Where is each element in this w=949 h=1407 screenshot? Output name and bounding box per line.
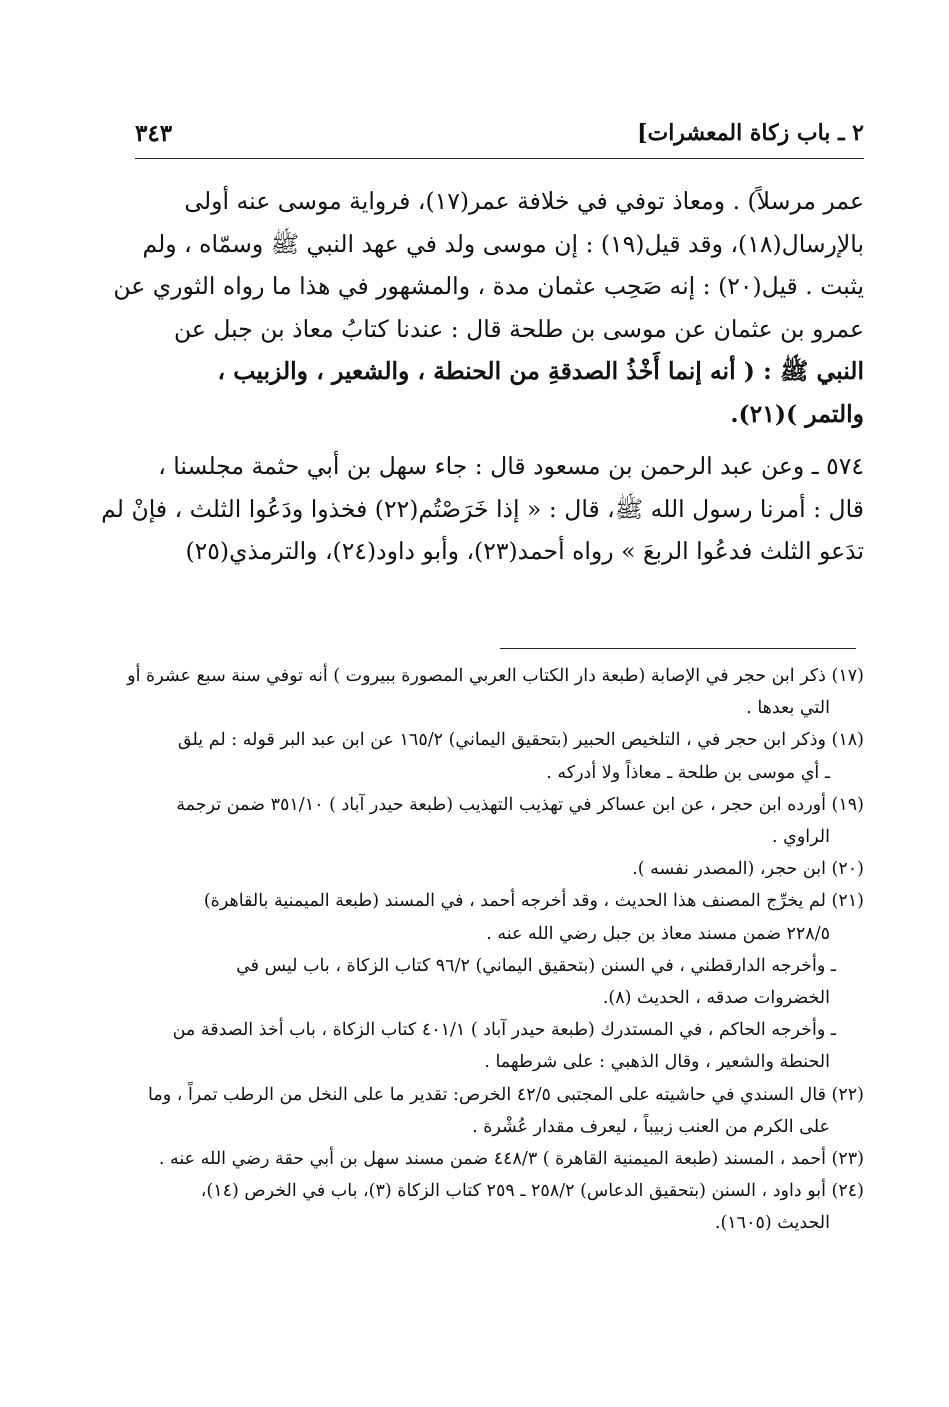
main-line: بالإرسال(١٨)، وقد قيل(١٩) : إن موسى ولد في عهد النبي ﷺ وسمّاه ، ولم [142,229,864,258]
footnote-22: (٢٢) قال السندي في حاشيته على المجتبى ٤٢/٥ الخرص: تقدير ما على النخل من الرطب تمراً ، وما [148,1084,864,1105]
footnote-17: (١٧) ذكر ابن حجر في الإصابة (طبعة دار الكتاب العربي المصورة ببيروت ) أنه توفي سنة سبع عشرة أو [127,666,864,686]
footnote-19-cont: الراوي . [772,827,830,848]
main-line: قال : أمرنا رسول الله ﷺ، قال : « إذا خَرَصْتُم(٢٢) فخذوا ودَعُوا الثلث ، فإنْ لم [101,494,864,523]
footnote-21-sub: ـ وأخرجه الحاكم ، في المستدرك (طبعة حيدر آباد ) ٤٠١/١ كتاب الزكاة ، باب أخذ الصدقة من [172,1020,836,1041]
footnote-18: (١٨) وذكر ابن حجر في ، التلخيص الحبير (بتحقيق اليماني) ١٦٥/٢ عن ابن عبد البر قوله : لم يلق [177,730,864,751]
footnote-23: (٢٣) أحمد ، المسند (طبعة الميمنية القاهرة ) ٤٤٨/٣ ضمن مسند سهل بن أبي حقة رضي الله عنه . [158,1149,864,1170]
main-line: يثبت . قيل(٢٠) : إنه صَحِب عثمان مدة ، والمشهور في هذا ما رواه الثوري عن [113,272,864,300]
hadith-574-line: ٥٧٤ ـ وعن عبد الرحمن بن مسعود قال : جاء سهل بن أبي حثمة مجلسنا ، [158,452,864,480]
page-header [135,118,864,159]
footnote-24: (٢٤) أبو داود ، السنن (بتحقيق الدعاس) ٢٥٨/٢ ـ ٢٥٩ كتاب الزكاة (٣)، باب في الخرص (١٤)، [200,1181,864,1202]
page-number: ٣٤٣ [135,120,173,147]
footnotes [127,660,864,1240]
footnote-20: (٢٠) ابن حجر، (المصدر نفسه ). [632,859,864,880]
footnote-21-sub-cont: الخضروات صدقه ، الحديث (٨). [602,988,830,1009]
footnote-divider [500,648,856,649]
footnote-21-sub-cont: الحنطة والشعير ، وقال الذهبي : على شرطهما . [484,1052,830,1073]
footnote-22-cont: على الكرم من العنب زبيباً ، ليعرف مقدار عُشْرة . [472,1116,830,1137]
section-title: ٢ ـ باب زكاة المعشرات] [637,120,864,146]
footnote-17-cont: التي بعدها . [746,698,830,719]
main-line: والتمر )(٢١). [730,399,864,428]
footnote-21-sub: ـ وأخرجه الدارقطني ، في السنن (بتحقيق اليماني) ٩٦/٢ كتاب الزكاة ، باب ليس في [236,955,836,976]
footnote-21: (٢١) لم يخرِّج المصنف هذا الحديث ، وقد أخرجه أحمد ، في المسند (طبعة الميمنية بالقاهرة) [203,891,864,912]
main-text [101,180,864,573]
main-line: تدَعو الثلث فدعُوا الربعَ » رواه أحمد(٢٣)، وأبو داود(٢٤)، والترمذي(٢٥) [185,537,864,565]
main-line: النبي ﷺ : ( أنه إنما أَخْذُ الصدقةِ من الحنطة ، والشعير ، والزبيب ، [217,357,864,385]
footnote-21-cont: ٢٢٨/٥ ضمن مسند معاذ بن جبل رضي الله عنه . [486,923,830,944]
footnote-18-cont: ـ أي موسى بن طلحة ـ معاذاً ولا أدركه . [546,762,830,783]
main-line: عمر مرسلاً) . ومعاذ توفي في خلافة عمر(١٧)، فرواية موسى عنه أولى [184,187,864,215]
footnote-24-cont: الحديث (١٦٠٥). [714,1213,830,1234]
main-line: عمرو بن عثمان عن موسى بن طلحة قال : عندنا كتابُ معاذ بن جبل عن [173,314,864,343]
footnote-19: (١٩) أورده ابن حجر ، عن ابن عساكر في تهذيب التهذيب (طبعة حيدر آباد ) ٣٥١/١٠ ضمن ترجمة [176,794,864,815]
